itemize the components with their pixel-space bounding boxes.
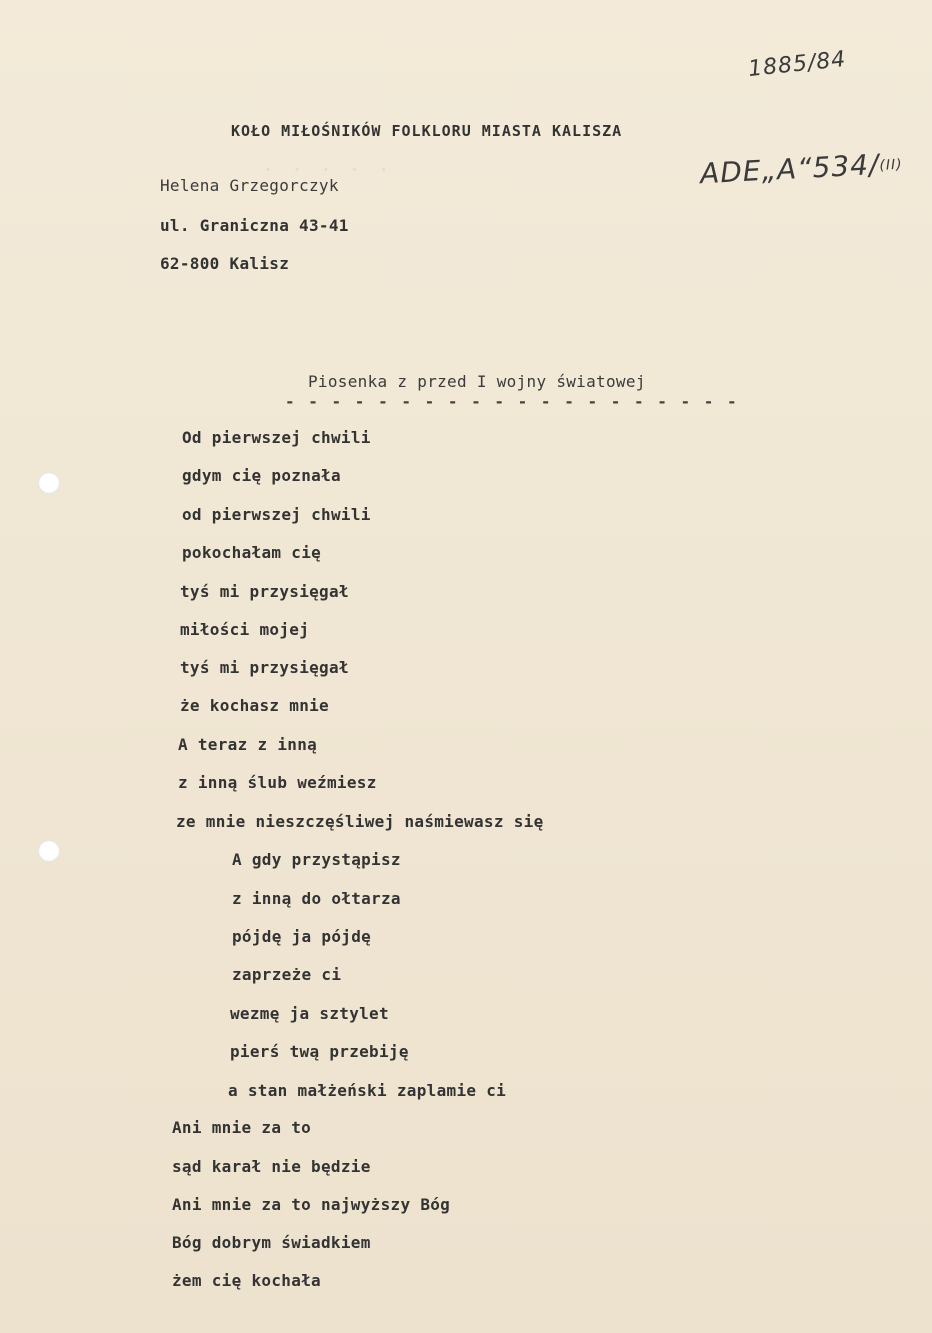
- verse-line: A teraz z inną: [178, 735, 318, 754]
- verse-line: wezmę ja sztylet: [230, 1004, 389, 1023]
- verse-line: A gdy przystąpisz: [232, 850, 401, 869]
- verse-line: od pierwszej chwili: [182, 505, 371, 524]
- song-title: Piosenka z przed I wojny światowej: [308, 372, 646, 391]
- verse-line: Ani mnie za to: [172, 1118, 312, 1137]
- author-city: 62-800 Kalisz: [160, 254, 290, 273]
- verse-line: Bóg dobrym świadkiem: [172, 1233, 371, 1252]
- verse-line: tyś mi przysięgał: [180, 582, 349, 601]
- verse-line: Od pierwszej chwili: [182, 428, 371, 447]
- org-header: KOŁO MIŁOŚNIKÓW FOLKLORU MIASTA KALISZA: [231, 122, 623, 140]
- archive-ref-suffix: (II): [879, 156, 903, 174]
- song-title-underline: - - - - - - - - - - - - - - - - - - - -: [285, 392, 739, 411]
- verse-line: ze mnie nieszczęśliwej naśmiewasz się: [176, 812, 544, 831]
- verse-line: miłości mojej: [180, 620, 310, 639]
- verse-line: z inną ślub weźmiesz: [178, 773, 377, 792]
- verse-line: Ani mnie za to najwyższy Bóg: [172, 1195, 451, 1214]
- verse-line: a stan małżeński zaplamie ci: [228, 1081, 507, 1100]
- punch-hole-bottom: [38, 840, 60, 862]
- verse-line: sąd karał nie będzie: [172, 1157, 371, 1176]
- verse-line: żem cię kochała: [172, 1271, 321, 1290]
- archive-ref-text: ADE„A“534/: [699, 147, 881, 191]
- handwritten-archive-ref: [699, 147, 903, 191]
- verse-line: pierś twą przebiję: [230, 1042, 409, 1061]
- verse-line: pokochałam cię: [182, 543, 322, 562]
- verse-line: z inną do ołtarza: [232, 889, 401, 908]
- verse-line: gdym cię poznała: [182, 466, 341, 485]
- verse-line: zaprzeże ci: [232, 965, 342, 984]
- author-street: ul. Graniczna 43-41: [160, 216, 349, 235]
- handwritten-number: 1885/84: [746, 46, 848, 83]
- author-name: Helena Grzegorczyk: [160, 176, 339, 195]
- verse-line: że kochasz mnie: [180, 696, 329, 715]
- bleed-through-text: · · · · ·: [215, 160, 389, 179]
- verse-line: pójdę ja pójdę: [232, 927, 372, 946]
- verse-line: tyś mi przysięgał: [180, 658, 349, 677]
- punch-hole-top: [38, 472, 60, 494]
